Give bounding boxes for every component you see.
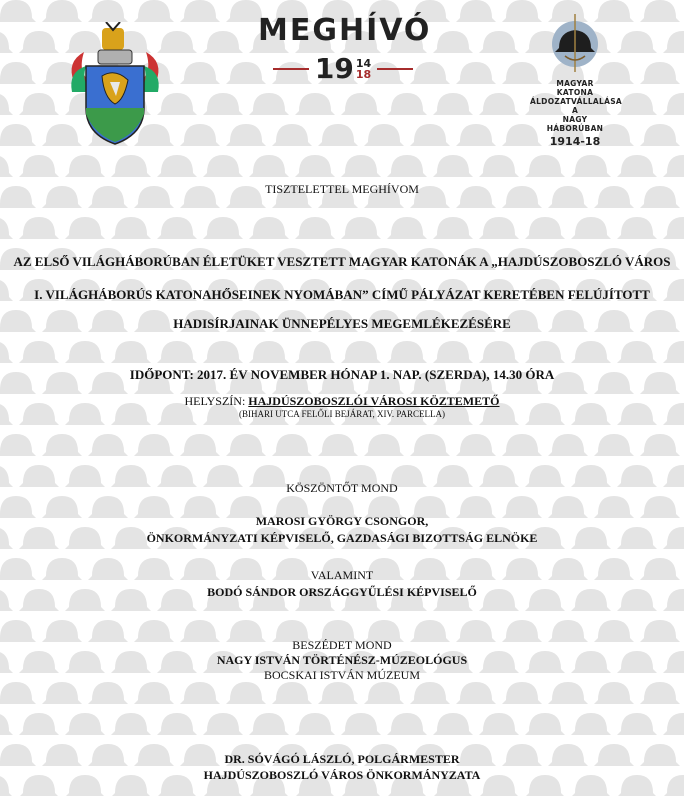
title-year bbox=[315, 52, 371, 85]
also-label: VALAMINT bbox=[310, 568, 374, 582]
logo-line: HÁBORÚBAN bbox=[546, 124, 604, 133]
soldier-helmet-icon bbox=[545, 12, 605, 74]
logo-line: MAGYAR bbox=[556, 79, 594, 88]
meghivo-title-logo bbox=[258, 12, 432, 90]
signature-name: DR. SÓVÁGÓ LÁSZLÓ, POLGÁRMESTER bbox=[224, 752, 460, 766]
also-name: BODÓ SÁNDOR ORSZÁGGYŰLÉSI KÉPVISELŐ bbox=[207, 585, 477, 599]
title-word: MEGHÍVÓ bbox=[258, 13, 432, 48]
logo-year: 1914-18 bbox=[549, 135, 601, 148]
year-bottom: 18 bbox=[355, 67, 372, 81]
event-place bbox=[0, 394, 684, 409]
welcome-role: ÖNKORMÁNYZATI KÉPVISELŐ, GAZDASÁGI BIZOTTSÁG ELNÖKE bbox=[146, 531, 538, 545]
speech-org: BOCSKAI ISTVÁN MÚZEUM bbox=[263, 668, 420, 682]
speech-label: BESZÉDET MOND bbox=[292, 638, 392, 652]
commemoration-logo bbox=[530, 12, 623, 158]
logo-line: ÁLDOZATVÁLLALÁSA bbox=[530, 97, 623, 106]
divider-line bbox=[273, 68, 309, 70]
logo-line: NAGY bbox=[562, 115, 588, 124]
welcome-name: MAROSI GYÖRGY CSONGOR, bbox=[255, 514, 429, 528]
year-stack bbox=[356, 58, 371, 80]
place-label: HELYSZÍN: bbox=[184, 394, 249, 408]
divider-line bbox=[377, 68, 413, 70]
year-main: 19 bbox=[314, 52, 354, 85]
greeting: TISZTELETTEL MEGHÍVOM bbox=[265, 182, 419, 196]
coat-of-arms-icon bbox=[66, 22, 164, 146]
signature-org: HAJDÚSZOBOSZLÓ VÁROS ÖNKORMÁNYZATA bbox=[203, 768, 481, 782]
subject-line-1: AZ ELSŐ VILÁGHÁBORÚBAN ÉLETÜKET VESZTETT MAGYAR KATONÁK A „HAJDÚSZOBOSZLÓ VÁROS bbox=[13, 254, 671, 269]
subject-line-3: HADISÍRJAINAK ÜNNEPÉLYES MEGEMLÉKEZÉSÉRE bbox=[173, 316, 511, 331]
welcome-label: KÖSZÖNTŐT MOND bbox=[286, 481, 398, 495]
title-year-row bbox=[258, 52, 428, 85]
logo-line: A bbox=[571, 106, 579, 115]
logo-line: KATONA bbox=[556, 88, 594, 97]
place-note: (BIHARI UTCA FELŐLI BEJÁRAT, XIV. PARCELLA) bbox=[238, 409, 446, 419]
event-time: IDŐPONT: 2017. ÉV NOVEMBER HÓNAP 1. NAP. (SZERDA), 14.30 ÓRA bbox=[129, 367, 555, 382]
subject-line-2: I. VILÁGHÁBORÚS KATONAHŐSEINEK NYOMÁBAN” CÍMŰ PÁLYÁZAT KERETÉBEN FELÚJÍTOTT bbox=[34, 287, 650, 302]
year-top: 14 bbox=[355, 56, 372, 70]
place-value: HAJDÚSZOBOSZLÓI VÁROSI KÖZTEMETŐ bbox=[248, 394, 500, 408]
speech-name: NAGY ISTVÁN TÖRTÉNÉSZ-MÚZEOLÓGUS bbox=[216, 653, 468, 667]
